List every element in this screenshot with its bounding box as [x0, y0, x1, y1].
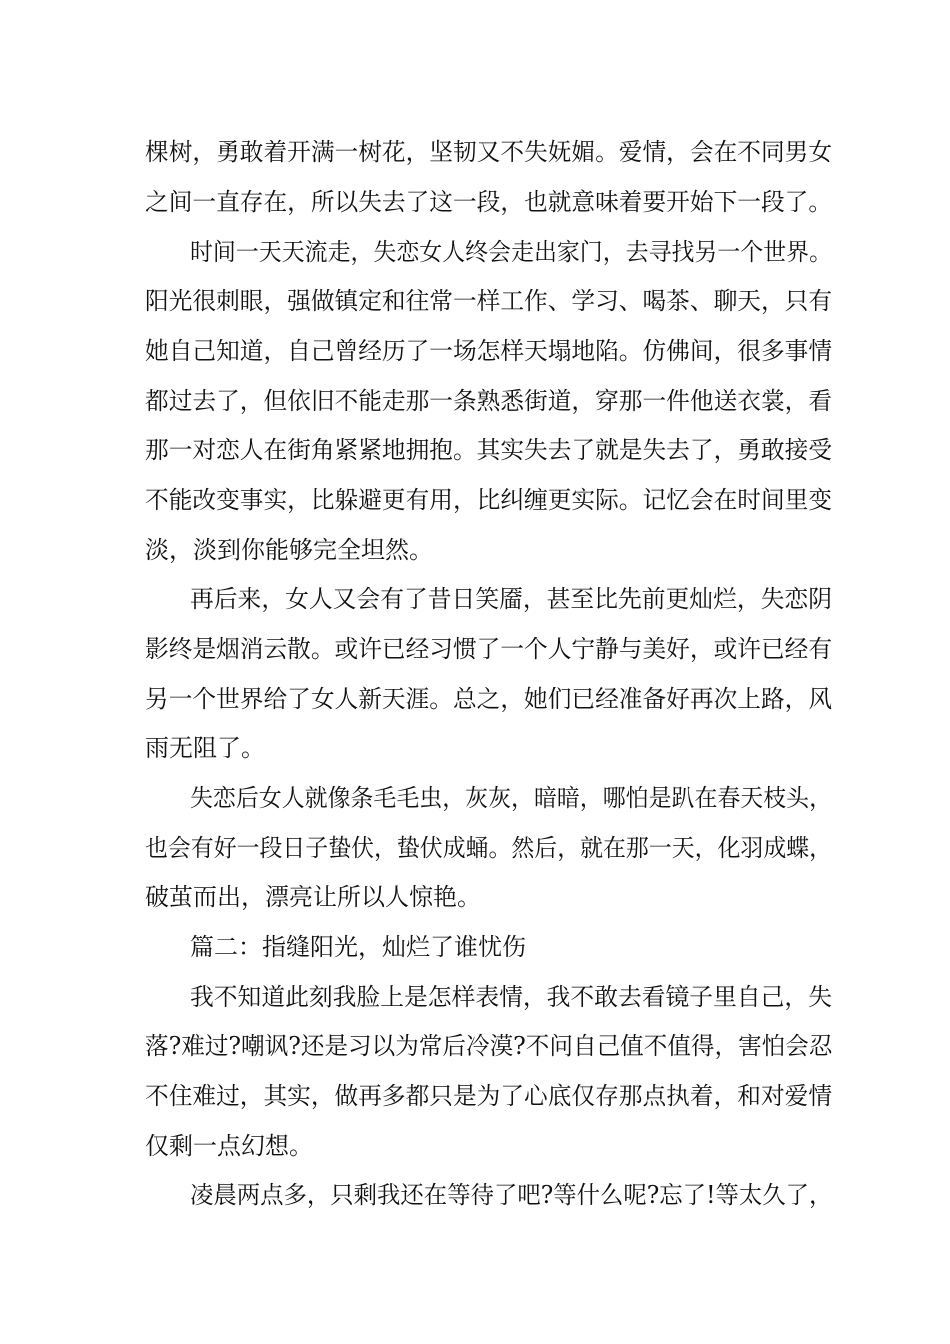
text-line: 她自己知道，自己曾经历了一场怎样天塌地陷。仿佛间，很多事情: [145, 337, 833, 365]
text-line: 落?难过?嘲讽?还是习以为常后冷漠?不问自己值不值得，害怕会忍: [145, 1032, 833, 1060]
text-line: 失恋后女人就像条毛毛虫，灰灰，暗暗，哪怕是趴在春天枝头，: [190, 784, 833, 812]
text-line: 再后来，女人又会有了昔日笑靥，甚至比先前更灿烂，失恋阴: [190, 585, 832, 613]
section-heading: 篇二：指缝阳光，灿烂了谁忧伤: [190, 933, 526, 961]
text-line: 之间一直存在，所以失去了这一段，也就意味着要开始下一段了。: [145, 188, 833, 216]
text-line: 都过去了，但依旧不能走那一条熟悉街道，穿那一件他送衣裳，看: [145, 387, 833, 415]
text-line: 棵树，勇敢着开满一树花，坚韧又不失妩媚。爱情，会在不同男女: [145, 138, 833, 166]
text-line: 阳光很刺眼，强做镇定和往常一样工作、学习、喝茶、聊天，只有: [145, 287, 833, 315]
text-line: 淡，淡到你能够完全坦然。: [145, 536, 433, 564]
text-line: 时间一天天流走，失恋女人终会走出家门，去寻找另一个世界。: [190, 238, 833, 266]
text-line: 那一对恋人在街角紧紧地拥抱。其实失去了就是失去了，勇敢接受: [145, 436, 833, 464]
text-line: 也会有好一段日子蛰伏，蛰伏成蛹。然后，就在那一天，化羽成蝶，: [145, 834, 833, 862]
text-line: 我不知道此刻我脸上是怎样表情，我不敢去看镜子里自己，失: [190, 983, 832, 1011]
text-line: 雨无阻了。: [145, 734, 265, 762]
text-line: 仅剩一点幻想。: [145, 1132, 313, 1160]
text-line: 不能改变事实，比躲避更有用，比纠缠更实际。记忆会在时间里变: [145, 486, 833, 514]
text-line: 另一个世界给了女人新天涯。总之，她们已经准备好再次上路，风: [145, 685, 833, 713]
text-line: 凌晨两点多，只剩我还在等待了吧?等什么呢?忘了!等太久了，: [190, 1181, 833, 1209]
text-line: 破茧而出，漂亮让所以人惊艳。: [145, 883, 481, 911]
text-line: 不住难过，其实，做再多都只是为了心底仅存那点执着，和对爱情: [145, 1082, 833, 1110]
text-line: 影终是烟消云散。或许已经习惯了一个人宁静与美好，或许已经有: [145, 635, 833, 663]
